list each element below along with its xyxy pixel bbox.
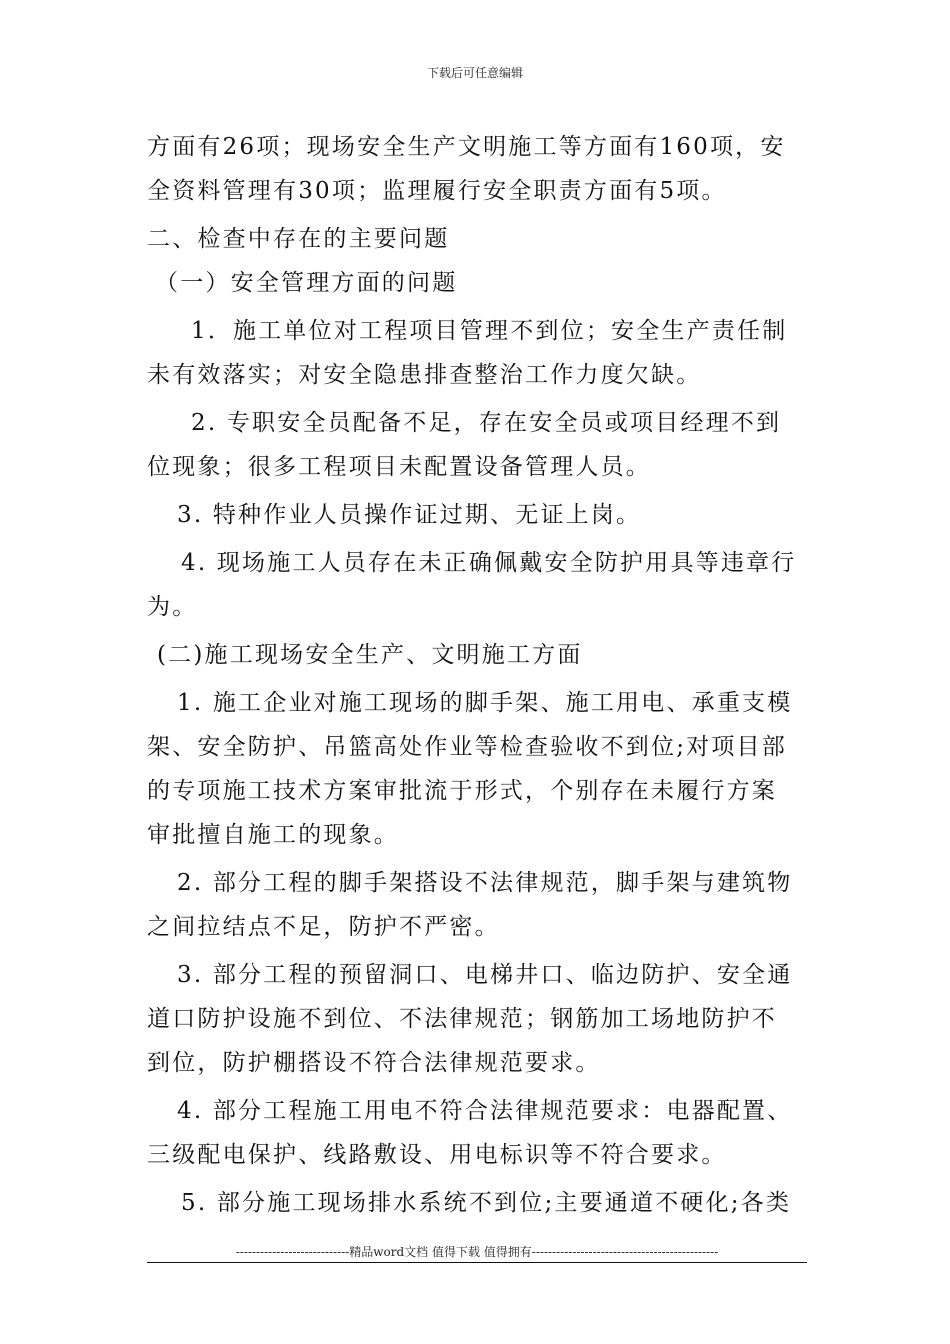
body-line: 1. 施工企业对施工现场的脚手架、施工用电、承重支模 (177, 690, 793, 716)
body-line: 之间拉结点不足，防护不严密。 (147, 914, 500, 940)
body-line: 全资料管理有30项；监理履行安全职责方面有5项。 (147, 178, 727, 204)
body-line: （一）安全管理方面的问题 (155, 270, 458, 296)
footer-rule (147, 1262, 807, 1263)
body-line: 4. 部分工程施工用电不符合法律规范要求：电器配置、 (177, 1098, 793, 1124)
body-line: 2. 专职安全员配备不足，存在安全员或项目经理不到 (191, 410, 782, 436)
body-line: 1．施工单位对工程项目管理不到位；安全生产责任制 (191, 318, 788, 344)
body-line: 2. 部分工程的脚手架搭设不法律规范，脚手架与建筑物 (177, 870, 793, 896)
body-line: 二、检查中存在的主要问题 (147, 226, 450, 252)
document-body (147, 125, 807, 1225)
body-line: 未有效落实；对安全隐患排查整治工作力度欠缺。 (147, 362, 702, 388)
body-line: 位现象；很多工程项目未配置设备管理人员。 (147, 454, 651, 480)
body-line: 审批擅自施工的现象。 (147, 822, 399, 848)
body-line: 架、安全防护、吊篮高处作业等检查验收不到位;对项目部 (147, 734, 787, 760)
body-line: 到位，防护棚搭设不符合法律规范要求。 (147, 1050, 601, 1076)
body-line: (二)施工现场安全生产、文明施工方面 (157, 642, 583, 668)
body-line: 方面有26项；现场安全生产文明施工等方面有160项，安 (147, 134, 786, 160)
body-line: 5. 部分施工现场排水系统不到位;主要通道不硬化;各类 (181, 1190, 792, 1216)
page-header: 下载后可任意编辑 (426, 66, 523, 80)
body-line: 3. 部分工程的预留洞口、电梯井口、临边防护、安全通 (177, 962, 793, 988)
body-line: 三级配电保护、线路敷设、用电标识等不符合要求。 (147, 1142, 727, 1168)
body-line: 为。 (147, 594, 198, 620)
page-footer: ----------------------------精品word文档 值得下载 值得拥有---------------------------------------------- (235, 1245, 719, 1259)
body-line: 的专项施工技术方案审批流于形式，个别存在未履行方案 (147, 778, 777, 804)
body-line: 4. 现场施工人员存在未正确佩戴安全防护用具等违章行 (181, 550, 797, 576)
body-line: 3. 特种作业人员操作证过期、无证上岗。 (177, 502, 642, 528)
body-line: 道口防护设施不到位、不法律规范；钢筋加工场地防护不 (147, 1006, 777, 1032)
